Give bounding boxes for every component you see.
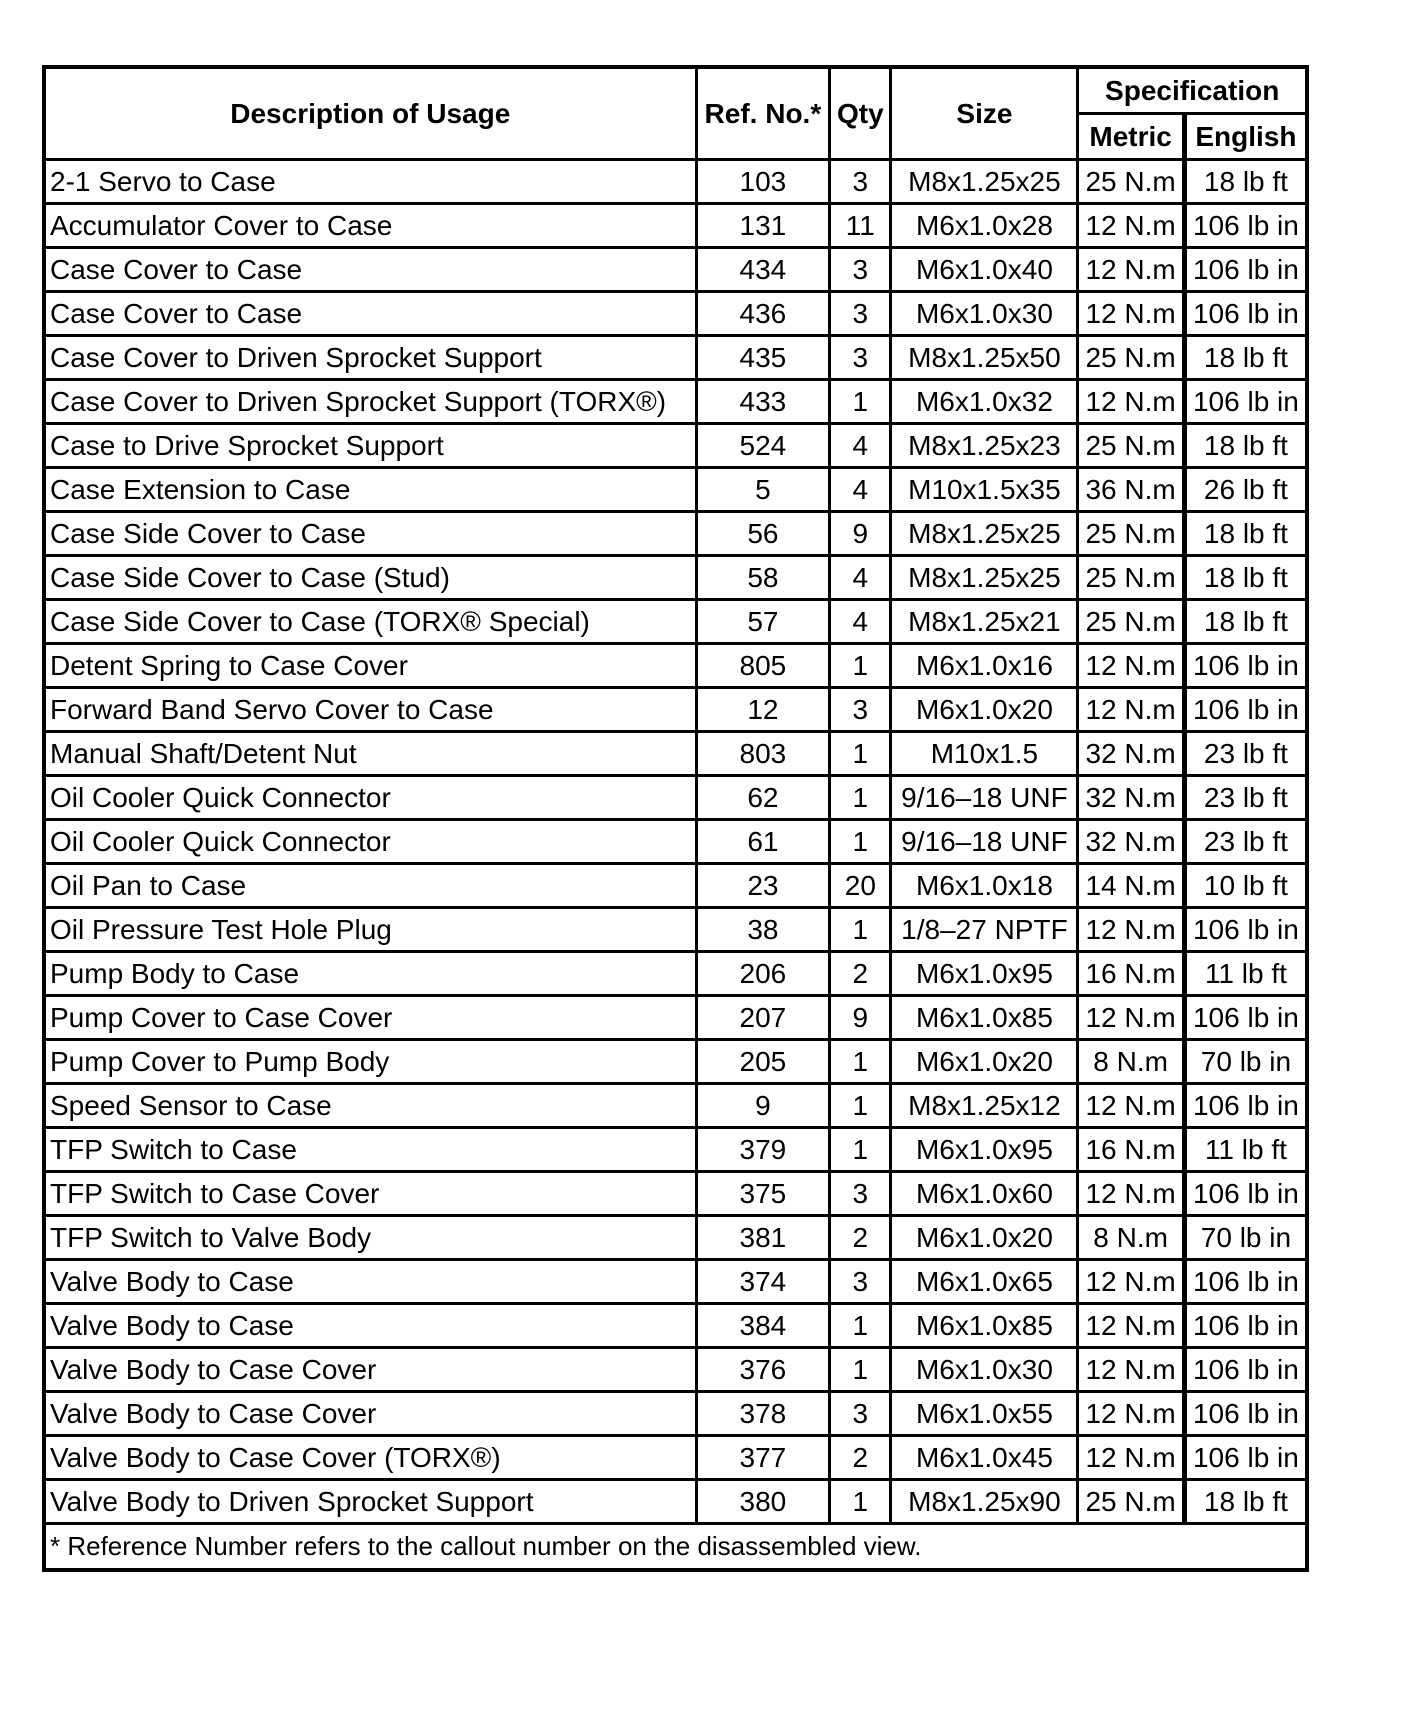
qty-cell: 3	[830, 1260, 891, 1304]
english-cell: 70 lb in	[1184, 1216, 1307, 1260]
description-cell: TFP Switch to Case Cover	[44, 1172, 696, 1216]
english-cell: 11 lb ft	[1184, 1128, 1307, 1172]
ref-no-cell: 61	[696, 820, 830, 864]
metric-cell: 12 N.m	[1078, 380, 1185, 424]
table-row	[44, 336, 1307, 380]
ref-no-cell: 62	[696, 776, 830, 820]
description-cell: Pump Cover to Case Cover	[44, 996, 696, 1040]
english-cell: 106 lb in	[1184, 1172, 1307, 1216]
english-cell: 18 lb ft	[1184, 600, 1307, 644]
english-cell: 106 lb in	[1184, 1348, 1307, 1392]
ref-no-cell: 434	[696, 248, 830, 292]
qty-cell: 9	[830, 996, 891, 1040]
english-cell: 106 lb in	[1184, 1304, 1307, 1348]
size-cell: M8x1.25x25	[891, 556, 1078, 600]
size-cell: M8x1.25x25	[891, 160, 1078, 204]
size-cell: M6x1.0x20	[891, 688, 1078, 732]
table-row	[44, 1348, 1307, 1392]
size-cell: M6x1.0x65	[891, 1260, 1078, 1304]
description-cell: Case Cover to Case	[44, 248, 696, 292]
table-row	[44, 380, 1307, 424]
description-cell: Valve Body to Case	[44, 1260, 696, 1304]
size-cell: M8x1.25x90	[891, 1480, 1078, 1524]
table-row	[44, 1084, 1307, 1128]
english-cell: 106 lb in	[1184, 1392, 1307, 1436]
table-row	[44, 1392, 1307, 1436]
qty-cell: 2	[830, 1216, 891, 1260]
metric-cell: 25 N.m	[1078, 556, 1185, 600]
metric-cell: 12 N.m	[1078, 1436, 1185, 1480]
table-row	[44, 160, 1307, 204]
ref-no-cell: 377	[696, 1436, 830, 1480]
qty-cell: 1	[830, 820, 891, 864]
english-cell: 26 lb ft	[1184, 468, 1307, 512]
english-cell: 10 lb ft	[1184, 864, 1307, 908]
english-cell: 106 lb in	[1184, 1436, 1307, 1480]
ref-no-cell: 12	[696, 688, 830, 732]
description-cell: Oil Cooler Quick Connector	[44, 776, 696, 820]
english-cell: 70 lb in	[1184, 1040, 1307, 1084]
size-cell: M6x1.0x45	[891, 1436, 1078, 1480]
ref-no-cell: 384	[696, 1304, 830, 1348]
qty-cell: 3	[830, 1392, 891, 1436]
table-row	[44, 512, 1307, 556]
size-cell: 9/16–18 UNF	[891, 776, 1078, 820]
english-cell: 18 lb ft	[1184, 336, 1307, 380]
english-cell: 23 lb ft	[1184, 776, 1307, 820]
size-cell: M8x1.25x25	[891, 512, 1078, 556]
qty-cell: 1	[830, 776, 891, 820]
table-row	[44, 776, 1307, 820]
header-english: English	[1184, 114, 1307, 160]
description-cell: Case Cover to Case	[44, 292, 696, 336]
table-row	[44, 1172, 1307, 1216]
metric-cell: 25 N.m	[1078, 424, 1185, 468]
size-cell: M6x1.0x20	[891, 1216, 1078, 1260]
metric-cell: 32 N.m	[1078, 776, 1185, 820]
ref-no-cell: 805	[696, 644, 830, 688]
description-cell: Pump Body to Case	[44, 952, 696, 996]
ref-no-cell: 206	[696, 952, 830, 996]
qty-cell: 9	[830, 512, 891, 556]
description-cell: Case Extension to Case	[44, 468, 696, 512]
metric-cell: 8 N.m	[1078, 1040, 1185, 1084]
qty-cell: 4	[830, 600, 891, 644]
ref-no-cell: 375	[696, 1172, 830, 1216]
qty-cell: 1	[830, 1304, 891, 1348]
ref-no-cell: 9	[696, 1084, 830, 1128]
qty-cell: 3	[830, 160, 891, 204]
qty-cell: 20	[830, 864, 891, 908]
qty-cell: 3	[830, 336, 891, 380]
description-cell: Oil Cooler Quick Connector	[44, 820, 696, 864]
header-metric: Metric	[1078, 114, 1185, 160]
description-cell: Case Side Cover to Case (TORX® Special)	[44, 600, 696, 644]
size-cell: M8x1.25x23	[891, 424, 1078, 468]
table-row	[44, 820, 1307, 864]
ref-no-cell: 103	[696, 160, 830, 204]
table-row	[44, 424, 1307, 468]
qty-cell: 1	[830, 732, 891, 776]
english-cell: 106 lb in	[1184, 204, 1307, 248]
metric-cell: 8 N.m	[1078, 1216, 1185, 1260]
ref-no-cell: 524	[696, 424, 830, 468]
size-cell: M6x1.0x18	[891, 864, 1078, 908]
english-cell: 23 lb ft	[1184, 732, 1307, 776]
description-cell: Manual Shaft/Detent Nut	[44, 732, 696, 776]
table-row	[44, 644, 1307, 688]
table-row	[44, 908, 1307, 952]
english-cell: 106 lb in	[1184, 1084, 1307, 1128]
ref-no-cell: 38	[696, 908, 830, 952]
size-cell: M6x1.0x32	[891, 380, 1078, 424]
ref-no-cell: 56	[696, 512, 830, 556]
ref-no-cell: 378	[696, 1392, 830, 1436]
size-cell: M8x1.25x12	[891, 1084, 1078, 1128]
size-cell: M6x1.0x95	[891, 1128, 1078, 1172]
qty-cell: 4	[830, 468, 891, 512]
metric-cell: 12 N.m	[1078, 1304, 1185, 1348]
english-cell: 18 lb ft	[1184, 512, 1307, 556]
description-cell: Oil Pressure Test Hole Plug	[44, 908, 696, 952]
header-qty: Qty	[830, 67, 891, 160]
metric-cell: 25 N.m	[1078, 336, 1185, 380]
description-cell: TFP Switch to Case	[44, 1128, 696, 1172]
description-cell: Valve Body to Case Cover	[44, 1348, 696, 1392]
description-cell: TFP Switch to Valve Body	[44, 1216, 696, 1260]
qty-cell: 1	[830, 1480, 891, 1524]
ref-no-cell: 205	[696, 1040, 830, 1084]
size-cell: M6x1.0x40	[891, 248, 1078, 292]
table-row	[44, 248, 1307, 292]
size-cell: M6x1.0x85	[891, 1304, 1078, 1348]
table-row	[44, 1436, 1307, 1480]
size-cell: M8x1.25x50	[891, 336, 1078, 380]
ref-no-cell: 58	[696, 556, 830, 600]
english-cell: 106 lb in	[1184, 908, 1307, 952]
english-cell: 106 lb in	[1184, 996, 1307, 1040]
size-cell: M6x1.0x16	[891, 644, 1078, 688]
qty-cell: 1	[830, 1040, 891, 1084]
qty-cell: 1	[830, 380, 891, 424]
metric-cell: 32 N.m	[1078, 732, 1185, 776]
qty-cell: 4	[830, 556, 891, 600]
metric-cell: 12 N.m	[1078, 908, 1185, 952]
size-cell: M6x1.0x28	[891, 204, 1078, 248]
table-row	[44, 1260, 1307, 1304]
metric-cell: 16 N.m	[1078, 1128, 1185, 1172]
table-row	[44, 292, 1307, 336]
size-cell: M8x1.25x21	[891, 600, 1078, 644]
qty-cell: 3	[830, 1172, 891, 1216]
ref-no-cell: 131	[696, 204, 830, 248]
ref-no-cell: 5	[696, 468, 830, 512]
size-cell: M10x1.5	[891, 732, 1078, 776]
description-cell: Detent Spring to Case Cover	[44, 644, 696, 688]
qty-cell: 1	[830, 1348, 891, 1392]
table-row	[44, 1480, 1307, 1524]
qty-cell: 1	[830, 644, 891, 688]
table-row	[44, 864, 1307, 908]
size-cell: M6x1.0x30	[891, 292, 1078, 336]
english-cell: 18 lb ft	[1184, 160, 1307, 204]
header-row	[44, 67, 1307, 114]
ref-no-cell: 57	[696, 600, 830, 644]
table-row	[44, 1304, 1307, 1348]
description-cell: Forward Band Servo Cover to Case	[44, 688, 696, 732]
table-row	[44, 600, 1307, 644]
qty-cell: 1	[830, 1084, 891, 1128]
ref-no-cell: 379	[696, 1128, 830, 1172]
table-row	[44, 1216, 1307, 1260]
qty-cell: 1	[830, 908, 891, 952]
size-cell: M6x1.0x95	[891, 952, 1078, 996]
metric-cell: 12 N.m	[1078, 1260, 1185, 1304]
description-cell: 2-1 Servo to Case	[44, 160, 696, 204]
metric-cell: 32 N.m	[1078, 820, 1185, 864]
english-cell: 106 lb in	[1184, 644, 1307, 688]
qty-cell: 1	[830, 1128, 891, 1172]
description-cell: Valve Body to Case	[44, 1304, 696, 1348]
table-row	[44, 556, 1307, 600]
english-cell: 11 lb ft	[1184, 952, 1307, 996]
english-cell: 18 lb ft	[1184, 556, 1307, 600]
qty-cell: 3	[830, 248, 891, 292]
table-row	[44, 204, 1307, 248]
description-cell: Valve Body to Case Cover (TORX®)	[44, 1436, 696, 1480]
table-row	[44, 1040, 1307, 1084]
metric-cell: 12 N.m	[1078, 996, 1185, 1040]
ref-no-cell: 380	[696, 1480, 830, 1524]
metric-cell: 12 N.m	[1078, 248, 1185, 292]
header-size: Size	[891, 67, 1078, 160]
ref-no-cell: 803	[696, 732, 830, 776]
english-cell: 23 lb ft	[1184, 820, 1307, 864]
size-cell: M6x1.0x85	[891, 996, 1078, 1040]
fastener-specification-table	[42, 65, 1309, 1572]
qty-cell: 2	[830, 1436, 891, 1480]
ref-no-cell: 435	[696, 336, 830, 380]
footnote: * Reference Number refers to the callout number on the disassembled view.	[44, 1524, 1307, 1571]
metric-cell: 12 N.m	[1078, 1084, 1185, 1128]
metric-cell: 25 N.m	[1078, 1480, 1185, 1524]
metric-cell: 25 N.m	[1078, 160, 1185, 204]
table-body	[44, 160, 1307, 1524]
size-cell: M6x1.0x20	[891, 1040, 1078, 1084]
metric-cell: 12 N.m	[1078, 1348, 1185, 1392]
english-cell: 106 lb in	[1184, 292, 1307, 336]
metric-cell: 12 N.m	[1078, 292, 1185, 336]
ref-no-cell: 381	[696, 1216, 830, 1260]
size-cell: 9/16–18 UNF	[891, 820, 1078, 864]
table-row	[44, 732, 1307, 776]
description-cell: Accumulator Cover to Case	[44, 204, 696, 248]
table-row	[44, 468, 1307, 512]
metric-cell: 14 N.m	[1078, 864, 1185, 908]
description-cell: Case Side Cover to Case (Stud)	[44, 556, 696, 600]
size-cell: M6x1.0x60	[891, 1172, 1078, 1216]
table-row	[44, 688, 1307, 732]
metric-cell: 25 N.m	[1078, 512, 1185, 556]
qty-cell: 2	[830, 952, 891, 996]
description-cell: Valve Body to Driven Sprocket Support	[44, 1480, 696, 1524]
metric-cell: 12 N.m	[1078, 1172, 1185, 1216]
size-cell: M10x1.5x35	[891, 468, 1078, 512]
qty-cell: 3	[830, 292, 891, 336]
ref-no-cell: 436	[696, 292, 830, 336]
metric-cell: 36 N.m	[1078, 468, 1185, 512]
english-cell: 106 lb in	[1184, 380, 1307, 424]
size-cell: M6x1.0x30	[891, 1348, 1078, 1392]
table-row	[44, 952, 1307, 996]
description-cell: Case Side Cover to Case	[44, 512, 696, 556]
description-cell: Case Cover to Driven Sprocket Support	[44, 336, 696, 380]
english-cell: 106 lb in	[1184, 1260, 1307, 1304]
metric-cell: 16 N.m	[1078, 952, 1185, 996]
english-cell: 18 lb ft	[1184, 1480, 1307, 1524]
ref-no-cell: 374	[696, 1260, 830, 1304]
description-cell: Pump Cover to Pump Body	[44, 1040, 696, 1084]
ref-no-cell: 376	[696, 1348, 830, 1392]
size-cell: M6x1.0x55	[891, 1392, 1078, 1436]
table-row	[44, 996, 1307, 1040]
footnote-row	[44, 1524, 1307, 1571]
qty-cell: 3	[830, 688, 891, 732]
description-cell: Oil Pan to Case	[44, 864, 696, 908]
ref-no-cell: 433	[696, 380, 830, 424]
metric-cell: 12 N.m	[1078, 204, 1185, 248]
english-cell: 106 lb in	[1184, 688, 1307, 732]
header-specification: Specification	[1078, 67, 1307, 114]
metric-cell: 12 N.m	[1078, 688, 1185, 732]
description-cell: Speed Sensor to Case	[44, 1084, 696, 1128]
description-cell: Case to Drive Sprocket Support	[44, 424, 696, 468]
qty-cell: 4	[830, 424, 891, 468]
english-cell: 18 lb ft	[1184, 424, 1307, 468]
table-row	[44, 1128, 1307, 1172]
metric-cell: 12 N.m	[1078, 1392, 1185, 1436]
qty-cell: 11	[830, 204, 891, 248]
metric-cell: 12 N.m	[1078, 644, 1185, 688]
size-cell: 1/8–27 NPTF	[891, 908, 1078, 952]
description-cell: Case Cover to Driven Sprocket Support (TORX®)	[44, 380, 696, 424]
ref-no-cell: 23	[696, 864, 830, 908]
metric-cell: 25 N.m	[1078, 600, 1185, 644]
header-description: Description of Usage	[44, 67, 696, 160]
english-cell: 106 lb in	[1184, 248, 1307, 292]
ref-no-cell: 207	[696, 996, 830, 1040]
description-cell: Valve Body to Case Cover	[44, 1392, 696, 1436]
header-ref-no: Ref. No.*	[696, 67, 830, 160]
